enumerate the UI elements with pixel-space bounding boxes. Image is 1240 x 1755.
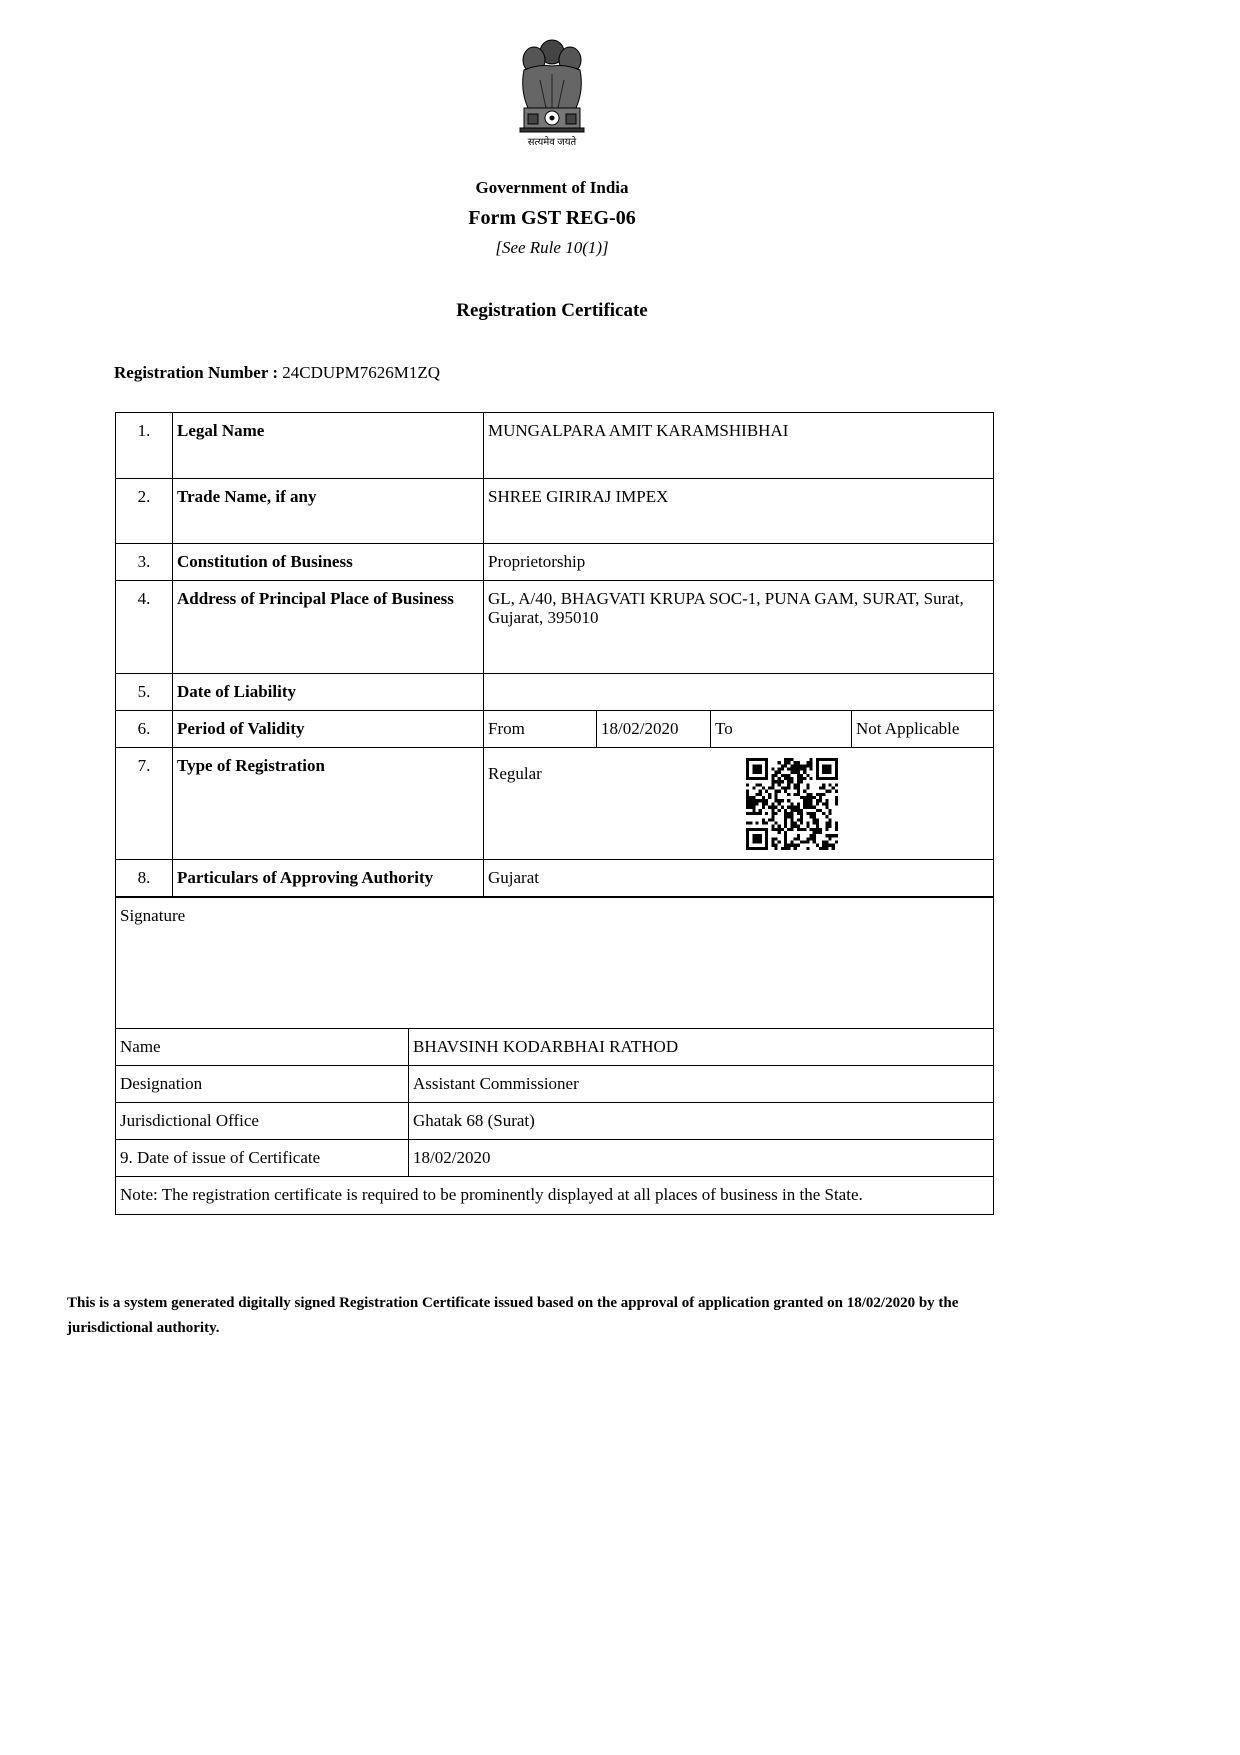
designation-value: Assistant Commissioner [409, 1066, 994, 1103]
table-row [116, 674, 994, 711]
table-row [116, 581, 994, 674]
name-label: Name [116, 1029, 409, 1066]
table-row [116, 748, 994, 860]
registration-number-value: 24CDUPM7626M1ZQ [282, 363, 440, 382]
row-label: Period of Validity [173, 711, 484, 748]
row-number: 6. [116, 711, 173, 748]
row-label: Type of Registration [173, 748, 484, 860]
row-number: 1. [116, 413, 173, 479]
signature-table [115, 897, 994, 1215]
row-label: Trade Name, if any [173, 479, 484, 544]
registration-type-cell [484, 748, 994, 860]
registration-type-value: Regular [488, 764, 542, 783]
row-number: 5. [116, 674, 173, 711]
registration-number-label: Registration Number : [114, 363, 278, 382]
form-title: Form GST REG-06 [468, 207, 636, 229]
system-generated-note: This is a system generated digitally signed Registration Certificate issued based on the approval of application granted on 18/02/2020 by the jurisdictional authority. [67, 1295, 959, 1336]
designation-label: Designation [116, 1066, 409, 1103]
row-number: 7. [116, 748, 173, 860]
government-heading: Government of India [475, 178, 629, 197]
display-note: Note: The registration certificate is required to be prominently displayed at all places of business in the State. [116, 1177, 994, 1215]
row-number: 2. [116, 479, 173, 544]
validity-to-value: Not Applicable [852, 711, 994, 748]
emblem-motto: सत्यमेव जयते [527, 137, 577, 148]
date-of-liability-value [484, 674, 994, 711]
validity-to-label: To [711, 711, 852, 748]
legal-name-value: MUNGALPARA AMIT KARAMSHIBHAI [484, 413, 994, 479]
table-row [116, 544, 994, 581]
row-label: Address of Principal Place of Business [173, 581, 484, 674]
table-row [116, 1103, 994, 1140]
approving-authority-value: Gujarat [484, 860, 994, 897]
validity-from-value: 18/02/2020 [597, 711, 711, 748]
table-row [116, 1066, 994, 1103]
rule-reference: [See Rule 10(1)] [495, 238, 609, 257]
table-row [116, 413, 994, 479]
jurisdictional-office-label: Jurisdictional Office [116, 1103, 409, 1140]
table-row [116, 860, 994, 897]
jurisdictional-office-value: Ghatak 68 (Surat) [409, 1103, 994, 1140]
trade-name-value: SHREE GIRIRAJ IMPEX [484, 479, 994, 544]
row-number: 8. [116, 860, 173, 897]
table-row [116, 1029, 994, 1066]
issue-date-value: 18/02/2020 [409, 1140, 994, 1177]
row-label: Date of Liability [173, 674, 484, 711]
row-label: Particulars of Approving Authority [173, 860, 484, 897]
signature-label: Signature [116, 898, 994, 1029]
row-label: Legal Name [173, 413, 484, 479]
qr-code-icon [746, 758, 838, 850]
table-row [116, 479, 994, 544]
row-label: Constitution of Business [173, 544, 484, 581]
row-number: 4. [116, 581, 173, 674]
registration-number-line [114, 363, 440, 383]
issue-date-label: 9. Date of issue of Certificate [116, 1140, 409, 1177]
address-value: GL, A/40, BHAGVATI KRUPA SOC-1, PUNA GAM, SURAT, Surat, Gujarat, 395010 [484, 581, 994, 674]
table-row [116, 1177, 994, 1215]
details-table [115, 412, 994, 897]
table-row [116, 711, 994, 748]
name-value: BHAVSINH KODARBHAI RATHOD [409, 1029, 994, 1066]
table-row [116, 1140, 994, 1177]
constitution-value: Proprietorship [484, 544, 994, 581]
validity-from-label: From [484, 711, 597, 748]
row-number: 3. [116, 544, 173, 581]
signature-row [116, 898, 994, 1029]
certificate-title: Registration Certificate [456, 300, 648, 321]
